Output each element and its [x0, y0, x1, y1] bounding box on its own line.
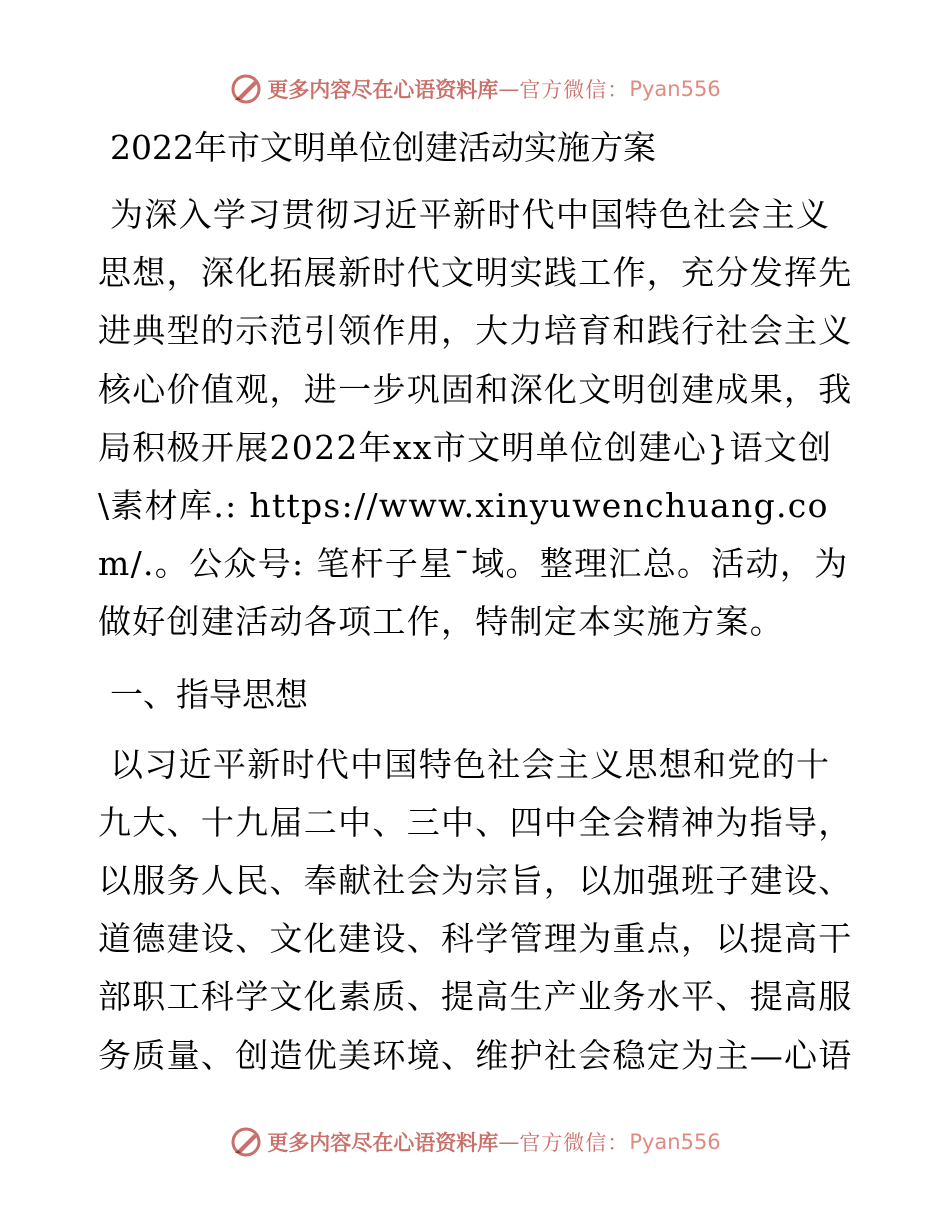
section-heading-guiding-ideology: 一、指导思想: [110, 674, 308, 714]
footer-watermark: [0, 1125, 950, 1159]
watermark-wechat-id: Pyan556: [629, 77, 721, 101]
watermark-dash: —: [498, 1130, 520, 1154]
watermark-main-text: 更多内容尽在心语资料库: [267, 1131, 499, 1155]
watermark-sub-text: 官方微信：: [519, 78, 630, 102]
watermark-main-text: 更多内容尽在心语资料库: [267, 78, 499, 102]
intro-paragraph: 为深入学习贯彻习近平新时代中国特色社会主义思想，深化拓展新时代文明实践工作，充分发挥先进典型的示范引领作用，大力培育和践行社会主义核心价值观，进一步巩固和深化文明创建成果，我局积极开展2022年xx市文明单位创建心}语文创\素材库.: https://www.xinyuwenchuang.com/.。公众号: 笔杆子星¯域。整理汇总。活动，为做好创建活动各项工作，特制定本实施方案。: [98, 195, 853, 642]
watermark-sub-text: 官方微信：: [519, 1131, 630, 1155]
header-watermark: [0, 72, 950, 106]
watermark-wechat-id: Pyan556: [629, 1130, 721, 1154]
document-title: 2022年市文明单位创建活动实施方案: [110, 128, 656, 167]
section-paragraph-guiding-ideology: 以习近平新时代中国特色社会主义思想和党的十九大、十九届二中、三中、四中全会精神为指导，以服务人民、奉献社会为宗旨，以加强班子建设、道德建设、文化建设、科学管理为重点，以提高干部职工科学文化素质、提高生产业务水平、提高服务质量、创造优美环境、维护社会稳定为主—心语: [98, 744, 853, 1075]
pen-logo-icon: [229, 1125, 263, 1159]
document-body: [98, 120, 858, 1085]
pen-logo-icon: [229, 72, 263, 106]
watermark-dash: —: [498, 77, 520, 101]
